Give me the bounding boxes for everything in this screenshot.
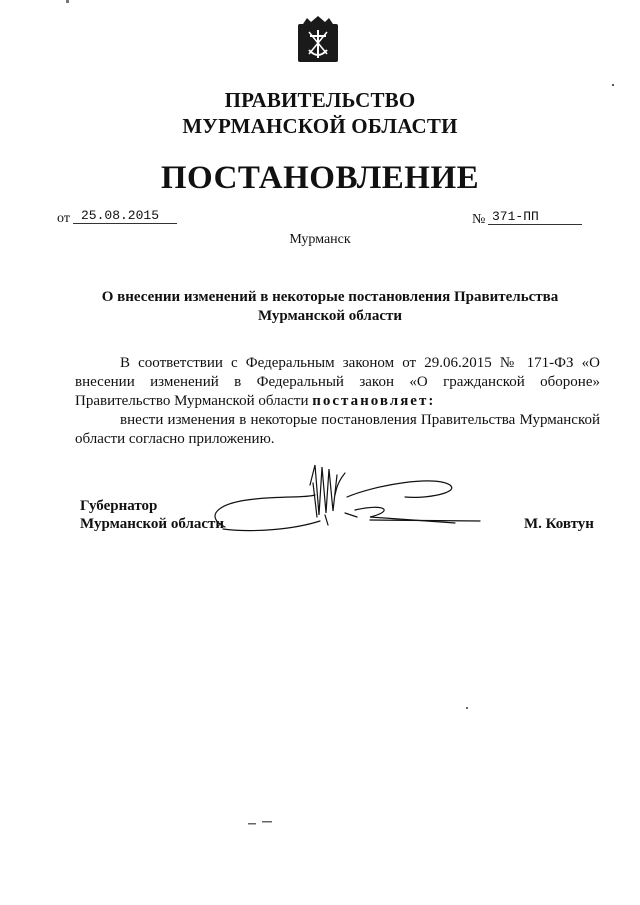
document-body (75, 354, 600, 449)
government-title-line1: ПРАВИТЕЛЬСТВО (224, 88, 416, 112)
body-preamble: В соответствии с Федеральным законом от 29.06.2015 № 171-ФЗ «О внесении изменений в Федеральный закон «О гражданской обороне» Правительство Мурманской области (75, 355, 600, 409)
government-title-line2: МУРМАНСКОЙ ОБЛАСТИ (182, 114, 458, 138)
decree-colon: : (428, 393, 436, 409)
body-paragraph-1 (75, 354, 600, 411)
document-subject (90, 288, 570, 326)
decree-word: постановляет (312, 393, 429, 409)
document-type-title: ПОСТАНОВЛЕНИЕ (160, 160, 480, 196)
subject-line1: О внесении изменений в некоторые постановления Правительства (101, 289, 559, 305)
handwritten-signature (195, 455, 485, 545)
signatory-position-line2: Мурманской области (80, 516, 225, 532)
subject-line2: Мурманской области (257, 308, 403, 324)
number-value: 371-ПП (488, 209, 582, 225)
date-label: от (57, 211, 70, 226)
city-name: Мурманск (289, 232, 351, 247)
coat-of-arms-icon (297, 16, 339, 66)
number-label: № (472, 212, 486, 227)
body-paragraph-2: внести изменения в некоторые постановления Правительства Мурманской области согласно приложению. (75, 412, 600, 447)
signatory-name: М. Ковтун (524, 516, 594, 532)
date-value: 25.08.2015 (73, 208, 177, 224)
signatory-position-line1: Губернатор (80, 498, 158, 514)
